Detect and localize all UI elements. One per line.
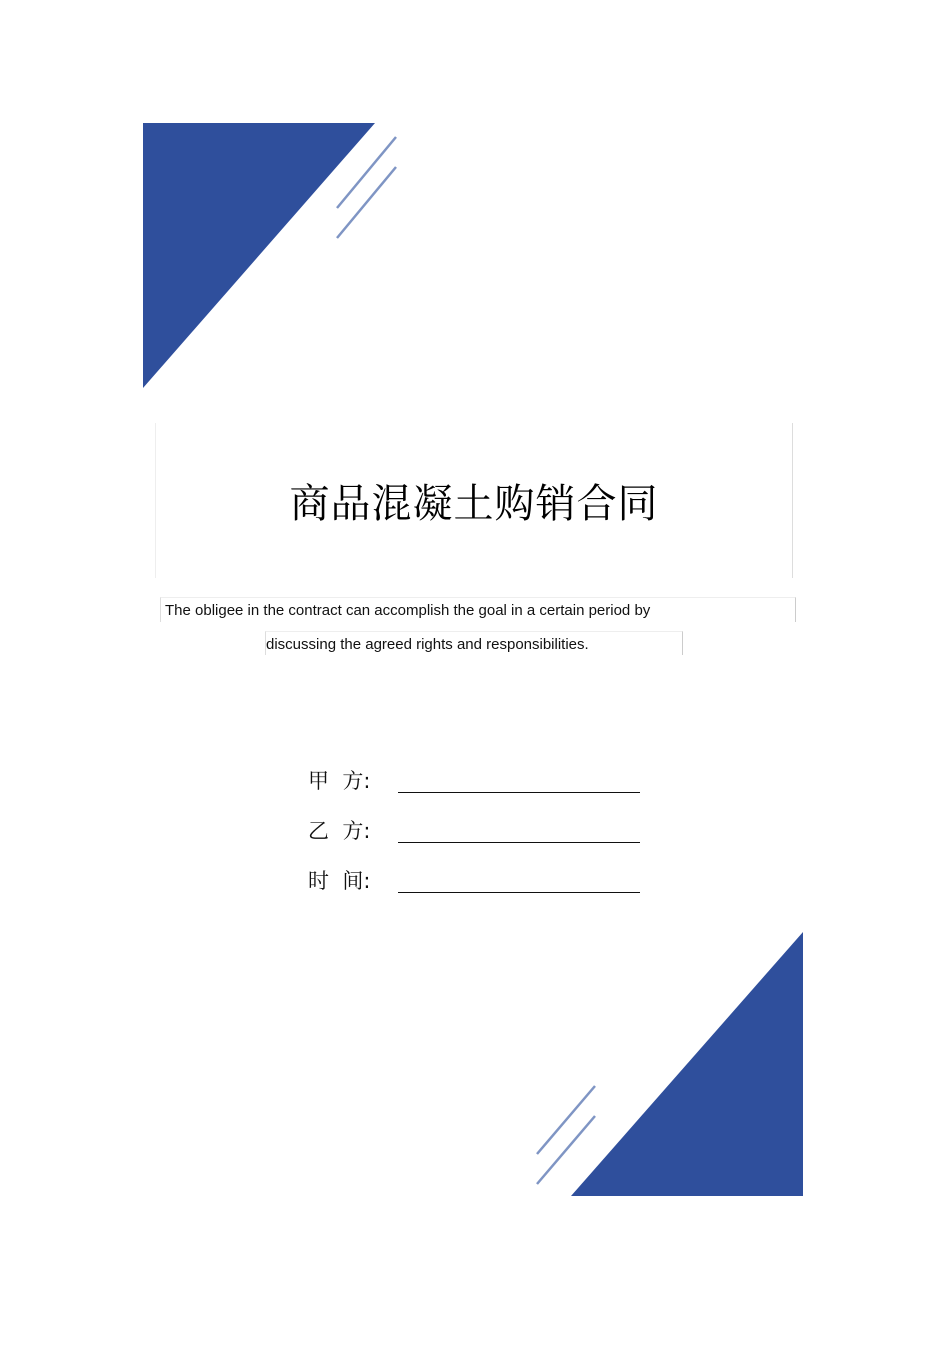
document-title: 商品混凝土购销合同 (289, 481, 659, 527)
party-a-blank-line[interactable] (398, 792, 640, 793)
top-left-blue-triangle-decoration (143, 123, 403, 388)
date-label: 时 间: (308, 869, 371, 893)
title-frame (155, 423, 793, 578)
party-b-label: 乙 方: (308, 819, 371, 843)
bottom-right-blue-triangle-decoration (533, 932, 805, 1197)
party-a-label: 甲 方: (308, 769, 371, 793)
subtitle-line-2: discussing the agreed rights and responsibilities. (265, 631, 683, 655)
party-a-row (308, 765, 648, 815)
date-blank-line[interactable] (398, 892, 640, 893)
party-b-row (308, 815, 648, 865)
date-row (308, 865, 648, 915)
signature-fields (308, 765, 648, 915)
party-b-blank-line[interactable] (398, 842, 640, 843)
subtitle-line-1: The obligee in the contract can accomplish the goal in a certain period by (160, 597, 796, 622)
